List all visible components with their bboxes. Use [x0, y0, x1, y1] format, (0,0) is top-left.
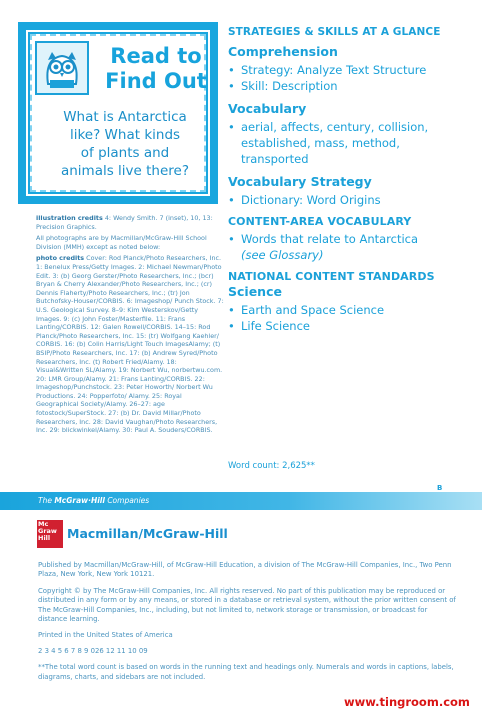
skills-at-a-glance	[228, 26, 478, 334]
read-to-find-out-question	[40, 108, 210, 180]
legal-text	[38, 561, 458, 689]
band-prefix: The	[38, 496, 55, 505]
page-mark: B	[437, 484, 443, 492]
word-count: Word count: 2,625**	[228, 461, 315, 471]
list-item	[228, 119, 478, 167]
content-vocab-list	[228, 231, 478, 263]
logo-line-1: Mc	[38, 520, 49, 528]
publisher-name: Macmillan/McGraw-Hill	[67, 526, 228, 541]
credits	[36, 214, 224, 438]
read-to-find-out-box	[18, 22, 218, 204]
content-vocab-note: (see Glossary)	[241, 248, 324, 262]
comprehension-heading: Comprehension	[228, 44, 338, 59]
mcgraw-hill-companies-band	[0, 492, 482, 510]
band-suffix: Companies	[104, 496, 150, 505]
copyright: Copyright © by The McGraw-Hill Companies, Inc. All rights reserved. No part of this publication may be reproduced or distributed in any form or by any means, or stored in a database or retrieval system, without the prior written consent of The McGraw-Hill Companies, Inc., including, but not limited to, network storage or transmission, or broadcast for distance learning.	[38, 586, 456, 624]
band-text	[38, 496, 149, 505]
question-line-1: What is Antarctica	[63, 109, 187, 125]
content-vocab-heading: CONTENT-AREA VOCABULARY	[228, 215, 412, 228]
list-item: • Life Science	[228, 318, 478, 334]
printed-in: Printed in the United States of America	[38, 631, 173, 640]
photos-note: All photographs are by Macmillan/McGraw-Hill School Division (MMH) except as noted below:	[36, 234, 207, 251]
list-item: • Strategy: Analyze Text Structure	[228, 62, 478, 78]
standards-subheading: Science	[228, 284, 282, 299]
list-item: • Skill: Description	[228, 78, 478, 94]
standards-list	[228, 302, 478, 334]
owl-icon	[34, 40, 90, 96]
title-line-2: Find Out	[105, 69, 207, 93]
vocabulary-heading: Vocabulary	[228, 101, 307, 116]
vocabulary-line-2: established, mass, method,	[241, 136, 400, 150]
vocabulary-line-3: transported	[241, 152, 309, 166]
list-item: • Dictionary: Word Origins	[228, 192, 478, 208]
band-company: McGraw·Hill	[54, 496, 105, 505]
photo-credits-text: Cover: Rod Planck/Photo Researchers, Inc. 1: Benelux Press/Getty Images. 2: Michael Newman/Photo Edit. 3: (b) Georg Gerster/Photo Researchers, Inc.; (bcr) Bryan & Cherry Alexander/Photo Researchers, Inc.; (cr) Dennis Flaherty/Photo Researchers, Inc.; (tr) Jon Butchofsky-Houser/CORBIS. 6: Imageshop/ Punch Stock. 7: U.S. Geological Survey. 8–9: Kim Westerskov/Getty Images. 9: (c) John Foster/Masterfile. 11: Frans Lanting/CORBIS. 12: Galen Rowell/CORBIS. 14–15: Rod Planck/Photo Researchers, Inc. 15: (tr) Wolfgang Kaehler/ CORBIS. 16: (b) Colin Harris/Light Touch ImagesAlamy; (t) BSIP/Photo Researchers, Inc. 17: (b) Andrew Syred/Photo Researchers, Inc. (t) Robert Fried/Alamy. 18: Visual&Written SL/Alamy. 19: Norbert Wu, norbertwu.com. 20: LMR Group/Alamy. 21: Frans Lanting/CORBIS. 22: Imageshop/Punchstock. 23: Peter Howorth/ Norbert Wu Productions. 24: Popperfoto/ Alamy. 25: Royal Geographical Society/Alamy. 26–27: age fotostock/SuperStock. 27: (b) Dr. David Millar/Photo Researchers, Inc. 28: David Vaughan/Photo Researchers, Inc. 29: blickwinkel/Alamy. 30: Paul A. Souders/CORBIS.	[36, 254, 224, 435]
photo-credits	[36, 254, 224, 434]
logo-line-3: Hill	[38, 534, 51, 542]
print-numbers: 2 3 4 5 6 7 8 9 026 12 11 10 09	[38, 646, 148, 655]
list-item: • Earth and Space Science	[228, 302, 478, 318]
standards-heading: NATIONAL CONTENT STANDARDS	[228, 270, 435, 283]
title-line-1: Read to	[110, 44, 202, 68]
vocabulary-list	[228, 119, 478, 167]
word-count-footnote: **The total word count is based on words in the running text and headings only. Numerals and words in captions, labels, diagrams, charts, and sidebars are not included.	[38, 663, 454, 681]
photo-credits-label: photo credits	[36, 254, 85, 263]
mcgraw-hill-logo	[37, 520, 63, 548]
read-to-find-out-title	[94, 44, 218, 94]
vocabulary-line-1: aerial, affects, century, collision,	[241, 120, 429, 134]
question-line-3: of plants and	[80, 145, 170, 161]
comprehension-list	[228, 62, 478, 94]
published-by: Published by Macmillan/McGraw-Hill, of McGraw-Hill Education, a division of The McGraw-Hill Companies, Inc., Two Penn Plaza, New York, New York 10121.	[38, 561, 452, 579]
content-vocab-item: Words that relate to Antarctica	[241, 232, 419, 246]
question-line-2: like? What kinds	[69, 127, 181, 143]
illustration-credits	[36, 214, 224, 231]
list-item	[228, 231, 478, 263]
illustration-credits-label: illustration credits	[36, 214, 103, 222]
vocabulary-strategy-heading: Vocabulary Strategy	[228, 174, 372, 189]
glance-heading: STRATEGIES & SKILLS AT A GLANCE	[228, 26, 441, 38]
question-line-4: animals live there?	[60, 163, 190, 179]
watermark: www.tingroom.com	[344, 695, 470, 709]
vocabulary-strategy-list	[228, 192, 478, 208]
logo-line-2: Graw	[38, 527, 57, 535]
illustration-credits-text: 4: Wendy Smith. 7 (inset), 10, 13: Precision Graphics.	[36, 214, 213, 231]
